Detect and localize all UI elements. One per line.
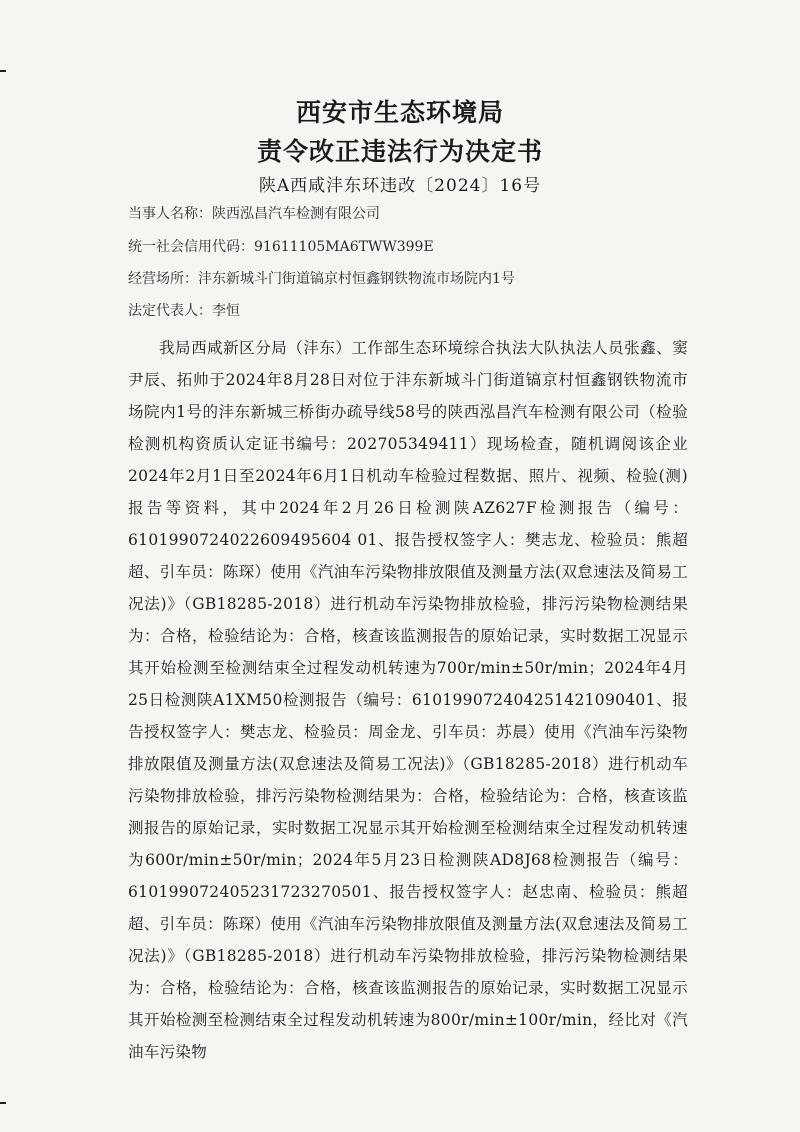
scan-edge-mark-bottom	[0, 1102, 6, 1104]
organization-title: 西安市生态环境局	[295, 98, 504, 127]
body-paragraph: 我局西咸新区分局（沣东）工作部生态环境综合执法大队执法人员张鑫、窦尹辰、拓帅于2024年8月28日对位于沣东新城斗门街道镐京村恒鑫钢铁物流市场院内1号的沣东新城三桥街办疏导线58号的陕西泓昌汽车检测有限公司（检验检测机构资质认定证书编号：202705349411）现场检查，随机调阅该企业2024年2月1日至2024年6月1日机动车检验过程数据、照片、视频、检验(测)报告等资料，其中2024年2月26日检测陕AZ627F检测报告（编号：6101990724022609495604 01、报告授权签字人：樊志龙、检验员：熊超超、引车员：陈琛）使用《汽油车污染物排放限值及测量方法(双怠速法及简易工况法)》（GB18285-2018）进行机动车污染物排放检验，排污污染物检测结果为：合格，检验结论为：合格，核查该监测报告的原始记录，实时数据工况显示其开始检测至检测结束全过程发动机转速为700r/min±50r/min；2024年4月25日检测陕A1XM50检测报告（编号：610199072404251421090401、报告授权签字人：樊志龙、检验员：周金龙、引车员：苏晨）使用《汽油车污染物排放限值及测量方法(双怠速法及简易工况法)》（GB18285-2018）进行机动车污染物排放检验，排污污染物检测结果为：合格，检验结论为：合格，核查该监测报告的原始记录，实时数据工况显示其开始检测至检测结束全过程发动机转速为600r/min±50r/min；2024年5月23日检测陕AD8J68检测报告（编号：610199072405231723270501、报告授权签字人：赵忠南、检验员：熊超超、引车员：陈琛）使用《汽油车污染物排放限值及测量方法(双怠速法及简易工况法)》（GB18285-2018）进行机动车污染物排放检验，排污污染物检测结果为：合格，检验结论为：合格，核查该监测报告的原始记录，实时数据工况显示其开始检测至检测结束全过程发动机转速为800r/min±100r/min，经比对《汽油车污染物	[128, 339, 688, 1061]
party-address: 经营场所：沣东新城斗门街道镐京村恒鑫钢铁物流市场院内1号	[128, 271, 515, 287]
document-title: 责令改正违法行为决定书	[256, 137, 543, 166]
document-number: 陕A西咸沣东环违改〔2024〕16号	[258, 176, 542, 196]
party-name: 当事人名称：陕西泓昌汽车检测有限公司	[128, 206, 380, 222]
party-credit-code: 统一社会信用代码：91611105MA6TWW399E	[128, 239, 434, 255]
scan-edge-mark-top	[0, 70, 6, 72]
party-legal-representative: 法定代表人：李恒	[128, 303, 240, 319]
